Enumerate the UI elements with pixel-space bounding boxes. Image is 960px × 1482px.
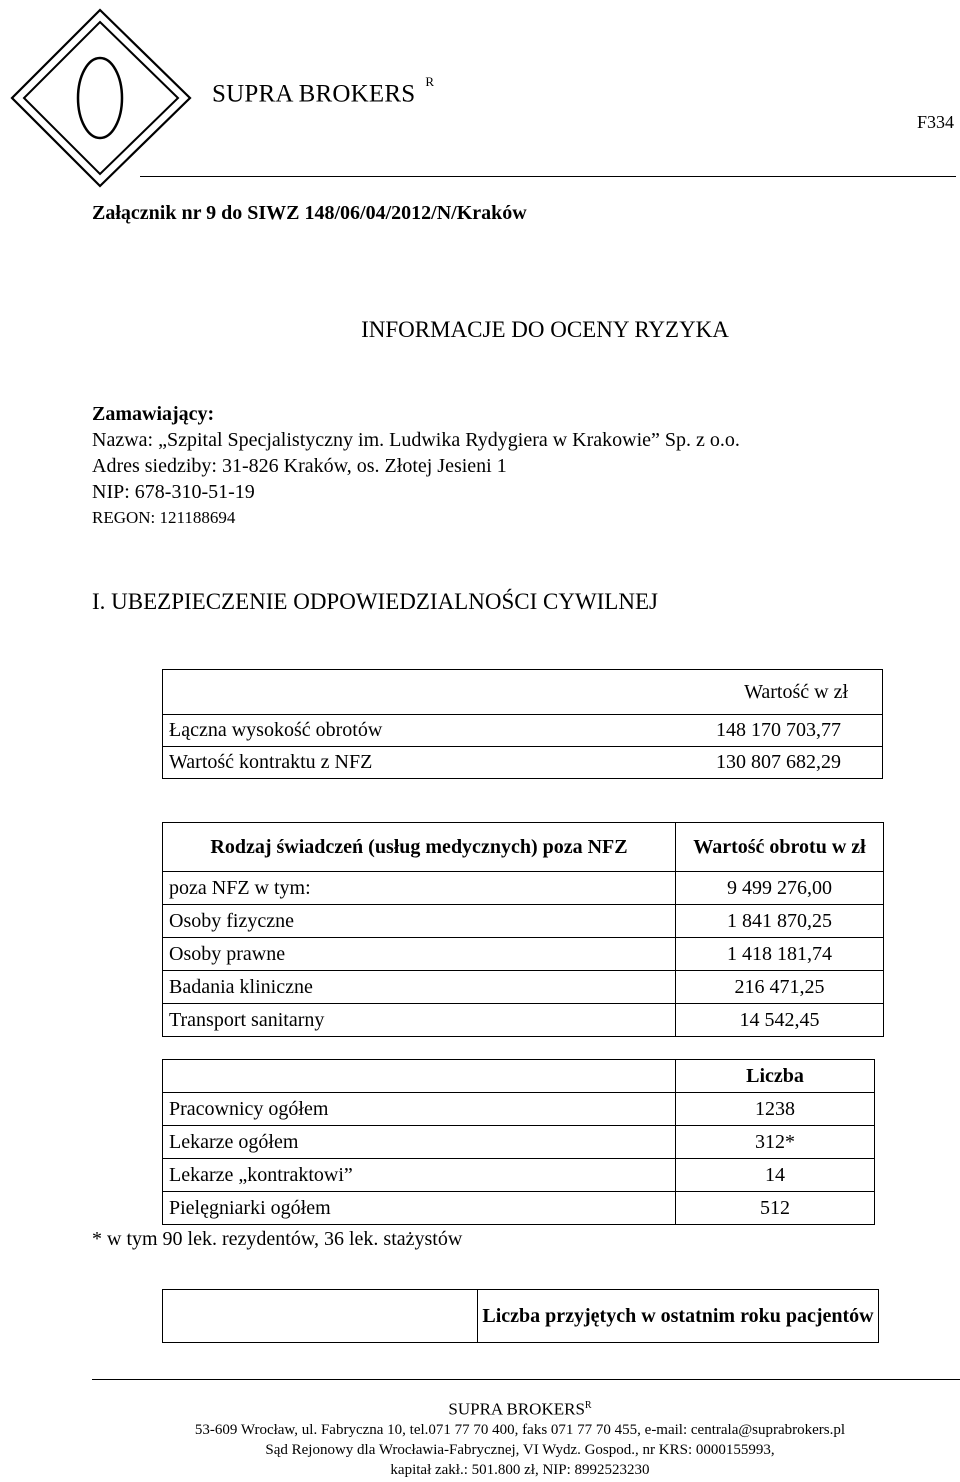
table-header-value: Wartość w zł: [163, 670, 883, 715]
table-row: [163, 938, 884, 971]
row-label: Pracownicy ogółem: [163, 1093, 676, 1126]
table-header-value: Liczba: [676, 1060, 875, 1093]
registered-mark: R: [584, 1400, 592, 1411]
client-nip: NIP: 678-310-51-19: [92, 481, 255, 503]
client-heading: Zamawiający:: [92, 403, 215, 425]
footer: [0, 1396, 960, 1480]
attachment-heading: Załącznik nr 9 do SIWZ 148/06/04/2012/N/Kraków: [92, 202, 527, 224]
table-row: [163, 747, 883, 779]
row-value: 148 170 703,77: [675, 715, 883, 747]
table-header-empty: [163, 1060, 676, 1093]
row-value: 14 542,45: [676, 1004, 884, 1037]
table-row: [163, 1192, 875, 1225]
turnover-table: [162, 669, 883, 779]
services-table: [162, 822, 884, 1037]
registered-mark: R: [425, 74, 435, 89]
footer-court: Sąd Rejonowy dla Wrocławia-Fabrycznej, VI Wydz. Gospod., nr KRS: 0000155993,: [265, 1441, 775, 1458]
footer-divider: [92, 1379, 960, 1380]
row-value: 1 841 870,25: [676, 905, 884, 938]
row-value: 216 471,25: [676, 971, 884, 1004]
client-address: Adres siedziby: 31-826 Kraków, os. Złotej Jesieni 1: [92, 455, 507, 477]
form-code: F334: [916, 112, 954, 132]
row-value: 14: [676, 1159, 875, 1192]
table-row: [163, 872, 884, 905]
row-value: 130 807 682,29: [675, 747, 883, 779]
table-row: [163, 715, 883, 747]
row-label: Wartość kontraktu z NFZ: [163, 747, 676, 779]
row-value: 1238: [676, 1093, 875, 1126]
table-row: [163, 905, 884, 938]
footnote: * w tym 90 lek. rezydentów, 36 lek. stażystów: [92, 1228, 463, 1250]
table-row: [163, 971, 884, 1004]
row-value: 1 418 181,74: [676, 938, 884, 971]
table-row: [163, 1093, 875, 1126]
row-label: Osoby prawne: [163, 938, 676, 971]
row-label: Łączna wysokość obrotów: [163, 715, 676, 747]
footer-capital: kapitał zakł.: 501.800 zł, NIP: 8992523230: [390, 1461, 650, 1478]
row-label: Lekarze ogółem: [163, 1126, 676, 1159]
table-row: [163, 1126, 875, 1159]
table-header-row: [163, 1290, 879, 1343]
client-name: Nazwa: „Szpital Specjalistyczny im. Ludwika Rydygiera w Krakowie” Sp. z o.o.: [92, 429, 740, 451]
footer-brand: SUPRA $BROKERS^R$: [448, 1399, 592, 1419]
row-label: Transport sanitarny: [163, 1004, 676, 1037]
client-info: [92, 401, 740, 531]
table-header-row: [163, 823, 884, 872]
table-row: [163, 1004, 884, 1037]
table-header-empty: [163, 1290, 478, 1343]
document-title: INFORMACJE DO OCENY RYZYKA: [361, 317, 729, 342]
client-regon: REGON: 121188694: [92, 508, 236, 527]
table-header-value: Wartość obrotu w zł: [676, 823, 884, 872]
row-label: Osoby fizyczne: [163, 905, 676, 938]
section-title: I. UBEZPIECZENIE ODPOWIEDZIALNOŚCI CYWILNEJ: [92, 589, 658, 614]
staff-table: [162, 1059, 875, 1225]
row-label: poza NFZ w tym:: [163, 872, 676, 905]
patients-table: [162, 1289, 879, 1343]
row-label: Pielęgniarki ogółem: [163, 1192, 676, 1225]
table-header-row: [163, 670, 883, 715]
row-value: 512: [676, 1192, 875, 1225]
row-label: Badania kliniczne: [163, 971, 676, 1004]
row-value: 9 499 276,00: [676, 872, 884, 905]
row-value: 312*: [676, 1126, 875, 1159]
footer-address: 53-609 Wrocław, ul. Fabryczna 10, tel.071 77 70 400, faks 071 77 70 455, e-mail: centrala@suprabrokers.pl: [194, 1421, 846, 1438]
row-label: Lekarze „kontraktowi”: [163, 1159, 676, 1192]
table-header-value: Liczba przyjętych w ostatnim roku pacjentów: [478, 1290, 879, 1343]
company-logo: [0, 0, 200, 190]
table-row: [163, 1159, 875, 1192]
table-header-label: Rodzaj świadczeń (usług medycznych) poza NFZ: [163, 823, 676, 872]
table-header-row: [163, 1060, 875, 1093]
header-divider: [140, 176, 956, 177]
brand-name: SUPRA BROKERS $^R$: [212, 74, 435, 108]
